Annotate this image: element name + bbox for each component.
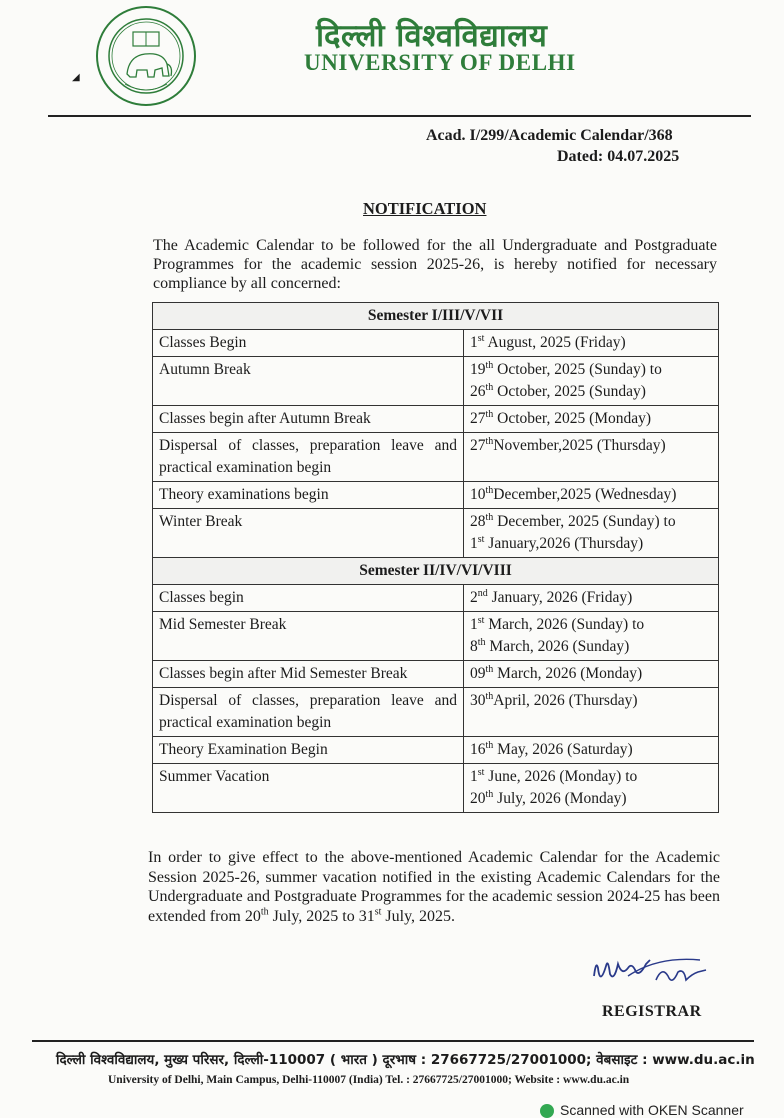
event-date [464, 433, 719, 482]
date-day: 26 [470, 383, 486, 400]
event-label: Classes Begin [153, 330, 464, 357]
date-ordinal: th [485, 381, 494, 393]
header-divider [48, 115, 751, 117]
closing-text-b: July, 2025 to 31 [268, 907, 375, 925]
event-label: Theory Examination Begin [153, 737, 464, 764]
event-date [464, 661, 719, 688]
date-ordinal: th [485, 739, 494, 751]
academic-calendar-table [152, 302, 719, 813]
date-day: 19 [470, 361, 486, 378]
date-rest: December,2025 (Wednesday) [493, 486, 677, 503]
semester-header-row [153, 303, 719, 330]
event-date [464, 612, 719, 661]
event-date-line [470, 663, 712, 685]
date-rest: May, 2026 (Saturday) [493, 741, 633, 758]
calendar-row [153, 737, 719, 764]
footer-address-hindi: दिल्ली विश्वविद्यालय, मुख्य परिसर, दिल्ली-110007 ( भारत ) दूरभाष : 27667725/27001000; वेबसाइट : www.du.ac.in [56, 1052, 755, 1068]
date-rest: April, 2026 (Thursday) [493, 692, 638, 709]
event-date [464, 585, 719, 612]
event-label: Classes begin after Mid Semester Break [153, 661, 464, 688]
date-ordinal: th [485, 484, 494, 496]
event-date-line [470, 788, 712, 810]
event-date-line [470, 484, 712, 506]
calendar-row [153, 357, 719, 406]
notification-heading: NOTIFICATION [363, 199, 487, 218]
event-date-line [470, 614, 712, 636]
event-date-line [470, 511, 712, 533]
event-date [464, 406, 719, 433]
date-ordinal: th [485, 663, 494, 675]
event-label: Dispersal of classes, preparation leave and practical examination begin [153, 688, 464, 737]
date-rest: March, 2026 (Sunday) to [484, 616, 645, 633]
scanner-watermark-text: Scanned with OKEN Scanner [560, 1102, 744, 1118]
date-day: 1 [470, 768, 478, 785]
event-label: Theory examinations begin [153, 482, 464, 509]
event-date-line [470, 435, 712, 457]
margin-mark: ◢ [72, 72, 80, 83]
date-rest: October, 2025 (Sunday) to [493, 361, 662, 378]
date-ordinal: th [485, 690, 494, 702]
scanner-logo-icon [540, 1104, 554, 1118]
date-rest: March, 2026 (Monday) [493, 665, 643, 682]
intro-paragraph: The Academic Calendar to be followed for the all Undergraduate and Postgraduate Programmes for the academic session 2025-26, is hereby notified for necessary compliance by all concerned: [153, 237, 717, 292]
event-label: Dispersal of classes, preparation leave and practical examination begin [153, 433, 464, 482]
date-rest: December, 2025 (Sunday) to [493, 513, 676, 530]
date-day: 1 [470, 334, 478, 351]
date-day: 2 [470, 589, 478, 606]
calendar-row [153, 509, 719, 558]
date-ordinal: th [485, 511, 494, 523]
calendar-row [153, 585, 719, 612]
date-rest: July, 2026 (Monday) [493, 790, 627, 807]
calendar-row [153, 661, 719, 688]
event-label: Summer Vacation [153, 764, 464, 813]
date-day: 27 [470, 410, 486, 427]
event-date-line [470, 739, 712, 761]
event-date [464, 688, 719, 737]
date-rest: August, 2025 (Friday) [484, 334, 626, 351]
event-date-line [470, 332, 712, 354]
semester-title: Semester II/IV/VI/VIII [153, 558, 719, 585]
closing-text-c: July, 2025. [381, 907, 456, 925]
event-date-line [470, 408, 712, 430]
calendar-row [153, 688, 719, 737]
date-ordinal: th [477, 636, 486, 648]
university-title-hindi: दिल्ली विश्वविद्यालय [316, 18, 548, 54]
reference-number: Acad. I/299/Academic Calendar/368 [426, 127, 673, 144]
closing-text-a: In order to give effect to the above-mentioned Academic Calendar for the Academic Session 2025-26, summer vacation notified in the existing Academic Calendars for the Undergraduate and Postgraduate Programmes for the academic session 2024-25 has been extended from 20 [148, 849, 720, 925]
footer-divider [32, 1040, 754, 1042]
date-ordinal: st [477, 332, 485, 344]
date-rest: March, 2026 (Sunday) [485, 638, 630, 655]
reference-date: Dated: 04.07.2025 [557, 148, 680, 165]
date-ordinal: th [485, 435, 494, 447]
date-ordinal: th [485, 359, 494, 371]
scanner-watermark [540, 1102, 784, 1118]
event-date-line [470, 766, 712, 788]
calendar-row [153, 764, 719, 813]
date-rest: October, 2025 (Sunday) [493, 383, 646, 400]
calendar-row [153, 406, 719, 433]
university-title-english: UNIVERSITY OF DELHI [304, 50, 576, 75]
date-day: 27 [470, 437, 486, 454]
date-ordinal: st [477, 614, 485, 626]
university-logo [95, 4, 197, 108]
event-label: Classes begin [153, 585, 464, 612]
date-ordinal: th [485, 408, 494, 420]
event-label: Mid Semester Break [153, 612, 464, 661]
semester-title: Semester I/III/V/VII [153, 303, 719, 330]
date-day: 30 [470, 692, 486, 709]
registrar-title: REGISTRAR [602, 1003, 702, 1020]
date-ordinal: st [477, 533, 485, 545]
event-label: Autumn Break [153, 357, 464, 406]
date-rest: October, 2025 (Monday) [493, 410, 652, 427]
event-date-line [470, 381, 712, 403]
date-rest: January,2026 (Thursday) [484, 535, 644, 552]
closing-sup-a: th [260, 906, 269, 918]
calendar-row [153, 482, 719, 509]
date-day: 1 [470, 535, 478, 552]
calendar-row [153, 612, 719, 661]
event-date [464, 737, 719, 764]
date-rest: November,2025 (Thursday) [493, 437, 666, 454]
closing-sup-b: st [374, 906, 382, 918]
date-day: 09 [470, 665, 486, 682]
date-rest: January, 2026 (Friday) [487, 589, 633, 606]
calendar-row [153, 330, 719, 357]
date-day: 10 [470, 486, 486, 503]
event-date-line [470, 533, 712, 555]
event-date [464, 482, 719, 509]
calendar-row [153, 433, 719, 482]
event-label: Classes begin after Autumn Break [153, 406, 464, 433]
registrar-signature [588, 946, 728, 998]
date-day: 1 [470, 616, 478, 633]
event-date-line [470, 636, 712, 658]
event-date [464, 764, 719, 813]
event-date-line [470, 690, 712, 712]
date-ordinal: nd [477, 587, 488, 599]
date-day: 8 [470, 638, 478, 655]
footer-address-english: University of Delhi, Main Campus, Delhi-110007 (India) Tel. : 27667725/27001000; Website : www.du.ac.in [108, 1074, 630, 1086]
date-ordinal: th [485, 788, 494, 800]
event-date-line [470, 587, 712, 609]
event-date-line [470, 359, 712, 381]
date-day: 16 [470, 741, 486, 758]
date-day: 28 [470, 513, 486, 530]
date-ordinal: st [477, 766, 485, 778]
event-label: Winter Break [153, 509, 464, 558]
semester-header-row [153, 558, 719, 585]
date-day: 20 [470, 790, 486, 807]
event-date [464, 357, 719, 406]
date-rest: June, 2026 (Monday) to [484, 768, 638, 785]
event-date [464, 330, 719, 357]
closing-paragraph [148, 848, 720, 926]
event-date [464, 509, 719, 558]
